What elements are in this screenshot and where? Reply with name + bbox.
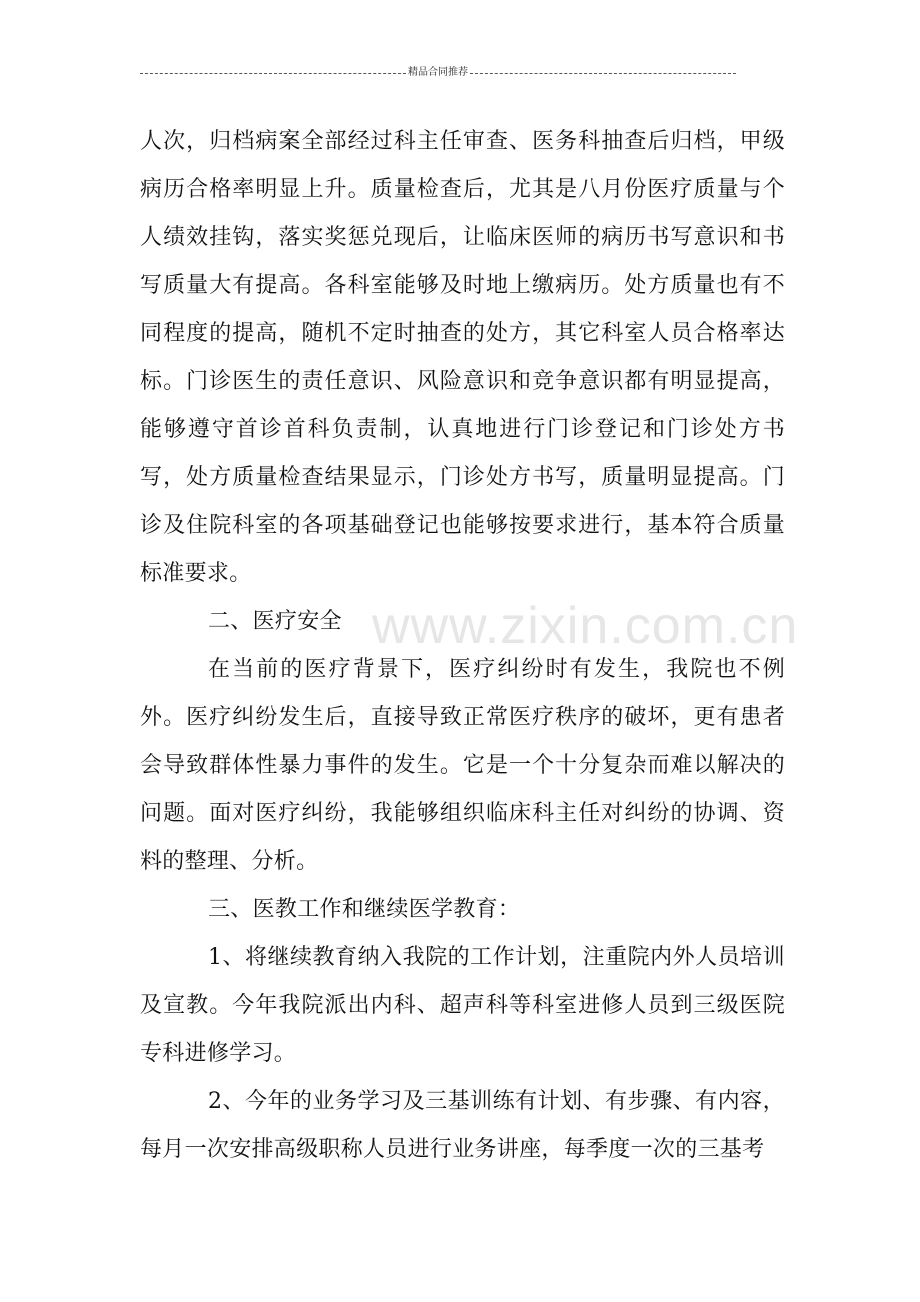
header-left-rule: [140, 73, 406, 74]
paragraph-medical-safety: 在当前的医疗背景下，医疗纠纷时有发生，我院也不例外。医疗纠纷发生后，直接导致正常医疗秩序的破坏，更有患者会导致群体性暴力事件的发生。它是一个十分复杂而难以解决的问题。面对医疗纠纷，我能够组织临床科主任对纠纷的协调、资料的整理、分析。: [140, 657, 785, 874]
paragraph-education-item-2: 2、今年的业务学习及三基训练有计划、有步骤、有内容，每月一次安排高级职称人员进行业务讲座，每季度一次的三基考: [140, 1089, 785, 1162]
header-right-rule: [470, 73, 736, 74]
section-heading-medical-safety: 二、医疗安全: [208, 609, 342, 634]
document-body: [140, 118, 785, 1174]
paragraph-quality-summary: 人次，归档病案全部经过科主任审查、医务科抽查后归档，甲级病历合格率明显上升。质量检查后，尤其是八月份医疗质量与个人绩效挂钩，落实奖惩兑现后，让临床医师的病历书写意识和书写质量大有提高。各科室能够及时地上缴病历。处方质量也有不同程度的提高，随机不定时抽查的处方，其它科室人员合格率达标。门诊医生的责任意识、风险意识和竞争意识都有明显提高，能够遵守首诊首科负责制，认真地进行门诊登记和门诊处方书写，处方质量检查结果显示，门诊处方书写，质量明显提高。门诊及住院科室的各项基础登记也能够按要求进行，基本符合质量标准要求。: [140, 129, 785, 586]
section-heading-medical-education: 三、医教工作和继续医学教育：: [208, 897, 521, 922]
paragraph-education-item-1: 1、将继续教育纳入我院的工作计划，注重院内外人员培训及宣教。今年我院派出内科、超声科等科室进修人员到三级医院专科进修学习。: [140, 945, 785, 1066]
page-header: [140, 66, 736, 80]
watermark: www.zixin.com.cn: [372, 597, 799, 655]
header-title: 精品合同推荐: [408, 67, 468, 78]
